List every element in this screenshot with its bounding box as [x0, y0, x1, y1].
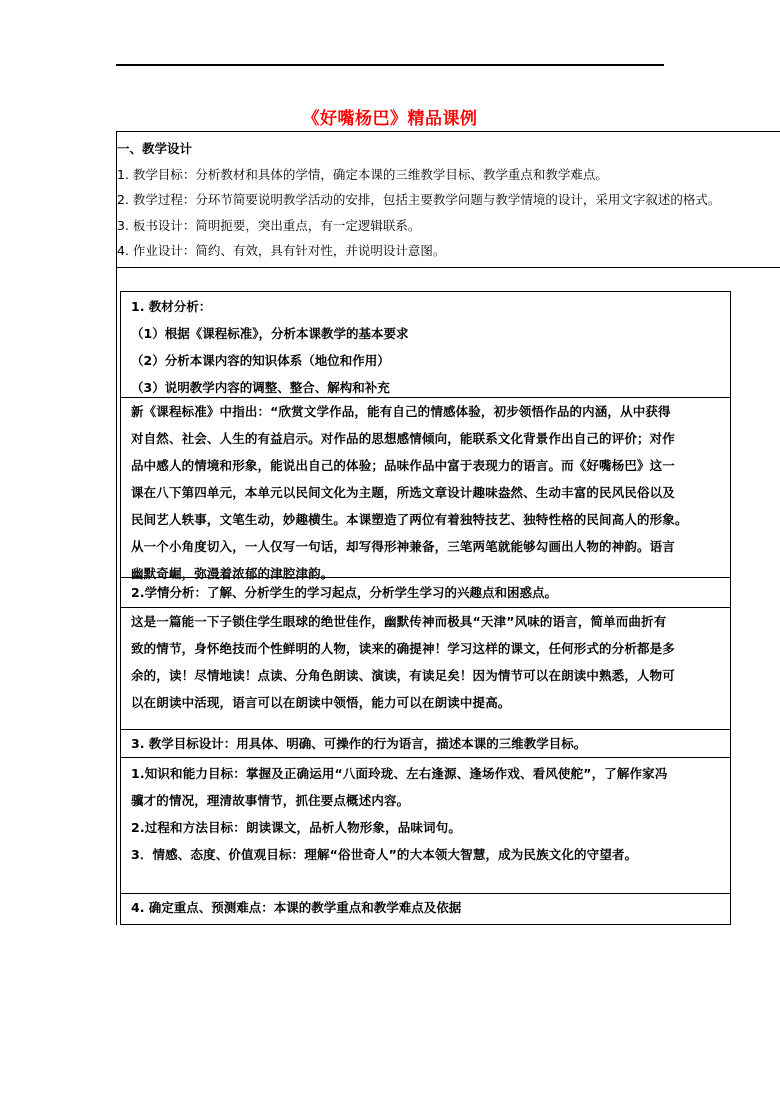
goals-line: 3．情感、态度、价值观目标：理解“俗世奇人”的大本领大智慧，成为民族文化的守望者。: [131, 847, 638, 862]
material-line: 对自然、社会、人生的有益启示。对作品的思想感情倾向，能联系文化背景作出自己的评价；对作: [131, 431, 675, 446]
material-body-cell: [121, 398, 730, 581]
material-paragraph: [131, 398, 720, 587]
material-line: 幽默奇崛，弥漫着浓郁的津腔津韵。: [131, 566, 334, 581]
students-heading: 2.学情分析：了解、分析学生的学习起点，分析学生学习的兴趣点和困惑点。: [131, 585, 557, 600]
material-line: 民间艺人轶事，文笔生动，妙趣横生。本课塑造了两位有着独特技艺、独特性格的民间高人的形象。: [131, 512, 688, 527]
top-rule: [116, 64, 664, 66]
students-header-cell: [121, 578, 730, 608]
students-line: 致的情节，身怀绝技而个性鲜明的人物，读来的确提神！学习这样的课文，任何形式的分析都是多: [131, 641, 675, 656]
material-line: 从一个小角度切入，一人仅写一句话，却写得形神兼备，三笔两笔就能够勾画出人物的神韵。语言: [131, 539, 675, 554]
outer-table: [116, 131, 780, 925]
goals-body-cell: [121, 758, 730, 894]
material-point: （1）根据《课程标准》，分析本课教学的基本要求: [131, 326, 409, 341]
goals-line: 2.过程和方法目标：朗读课文，品析人物形象，品味词句。: [131, 820, 461, 835]
material-line: 品中感人的情境和形象，能说出自己的体验；品味作品中富于表现力的语言。而《好嘴杨巴》这一: [131, 458, 675, 473]
material-line: 新《课程标准》中指出：“欣赏文学作品，能有自己的情感体验，初步领悟作品的内涵，从中获得: [131, 404, 671, 419]
material-heading: 1. 教材分析：: [131, 299, 212, 314]
students-line: 余的，读！尽情地读！点读、分角色朗读、演读，有读足矣！因为情节可以在朗读中熟悉，人物可: [131, 668, 675, 683]
students-line: 这是一篇能一下子锁住学生眼球的绝世佳作，幽默传神而极具“天津”风味的语言，简单而曲折有: [131, 614, 667, 629]
design-item: 2. 教学过程：分环节简要说明教学活动的安排，包括主要教学问题与教学情境的设计，采用文字叙述的格式。: [117, 192, 721, 207]
students-line: 以在朗读中活现，语言可以在朗读中领悟，能力可以在朗读中提高。: [131, 695, 511, 710]
design-item: 4. 作业设计：简约、有效，具有针对性，并说明设计意图。: [117, 243, 446, 258]
material-point: （2）分析本课内容的知识体系（地位和作用）: [131, 353, 390, 368]
goals-header-cell: [121, 730, 730, 758]
focus-heading: 4. 确定重点、预测难点：本课的教学重点和教学难点及依据: [131, 900, 462, 915]
focus-header-cell: [121, 894, 730, 924]
goals-heading: 3. 教学目标设计：用具体、明确、可操作的行为语言，描述本课的三维教学目标。: [131, 736, 587, 751]
design-item: 1. 教学目标：分析教材和具体的学情，确定本课的三维教学目标、教学重点和教学难点。: [117, 166, 608, 182]
design-item: 3. 板书设计：简明扼要，突出重点，有一定逻辑联系。: [117, 217, 421, 233]
design-box: [117, 132, 780, 268]
material-line: 课在八下第四单元，本单元以民间文化为主题，所选文章设计趣味盎然、生动丰富的民风民俗以及: [131, 485, 675, 500]
goals-line: 1.知识和能力目标：掌握及正确运用“八面玲珑、左右逢源、逢场作戏、看风使舵”，了解作家冯: [131, 766, 668, 781]
material-point: （3）说明教学内容的调整、整合、解构和补充: [131, 380, 390, 395]
students-paragraph: [131, 608, 720, 716]
students-body-cell: [121, 608, 730, 730]
inner-table: [120, 291, 731, 925]
page-title: 《好嘴杨巴》精品课例: [302, 109, 478, 129]
design-heading: 一、教学设计: [117, 141, 193, 156]
material-header-cell: [121, 292, 730, 398]
goals-paragraph: [131, 760, 720, 868]
goals-line: 骥才的情况，理清故事情节，抓住要点概述内容。: [131, 793, 410, 808]
